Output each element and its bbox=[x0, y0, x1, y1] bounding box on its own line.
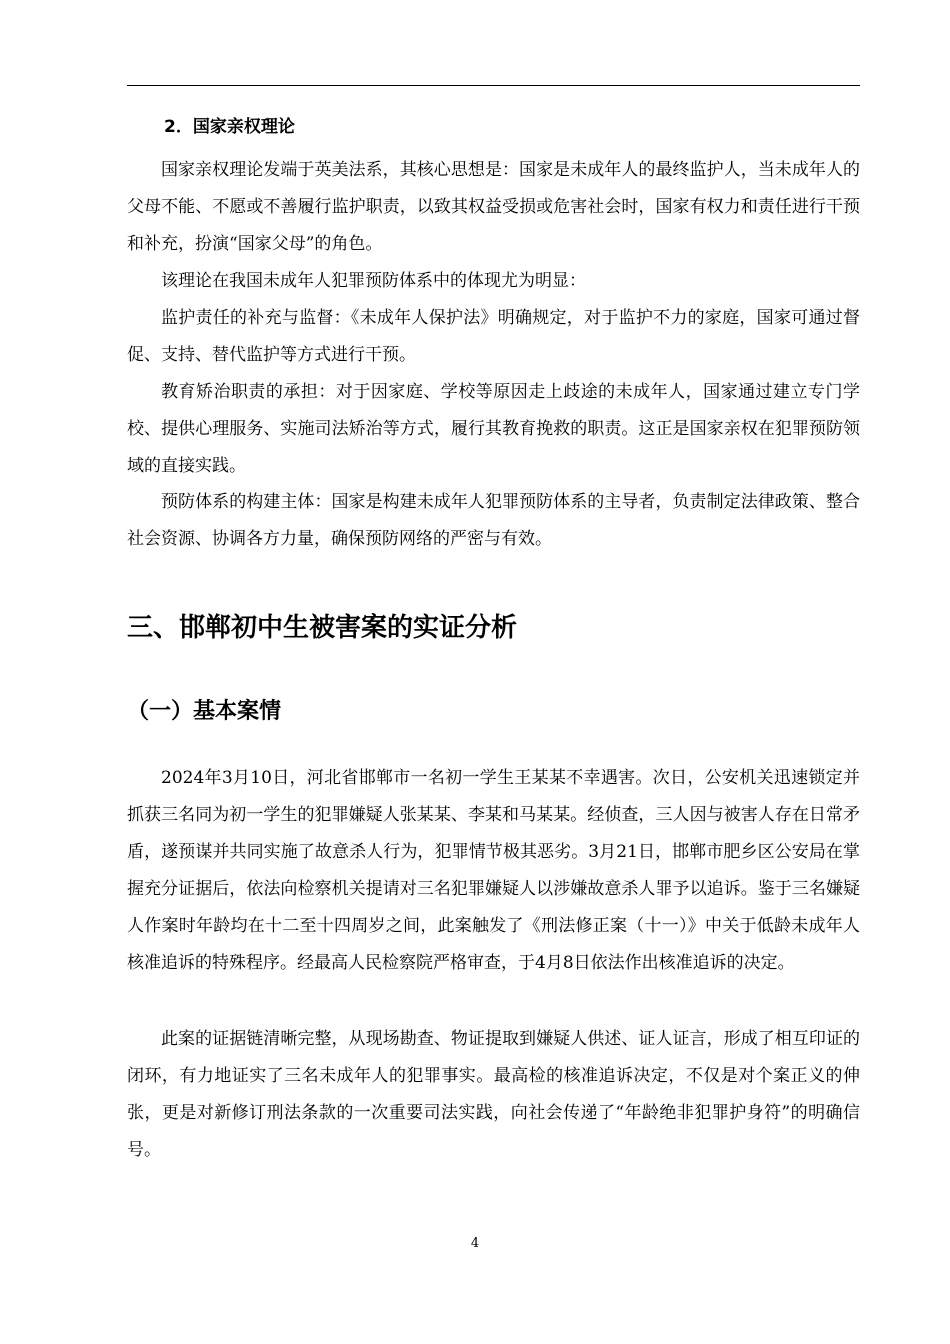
paragraph: 此案的证据链清晰完整，从现场勘查、物证提取到嫌疑人供述、证人证言，形成了相互印证的闭环，有力地证实了三名未成年人的犯罪事实。最高检的核准追诉决定，不仅是对个案正义的伸张，更是对新修订刑法条款的一次重要司法实践，向社会传递了“年龄绝非犯罪护身符”的明确信号。 bbox=[127, 1029, 860, 1160]
paragraph: 国家亲权理论发端于英美法系，其核心思想是：国家是未成年人的最终监护人，当未成年人的父母不能、不愿或不善履行监护职责，以致其权益受损或危害社会时，国家有权力和责任进行干预和补充，扮演“国家父母”的角色。 bbox=[127, 160, 860, 254]
paragraph: 2024年3月10日，河北省邯郸市一名初一学生王某某不幸遇害。次日，公安机关迅速锁定并抓获三名同为初一学生的犯罪嫌疑人张某某、李某和马某某。经侦查，三人因与被害人存在日常矛盾，遂预谋并共同实施了故意杀人行为，犯罪情节极其恶劣。3月21日，邯郸市肥乡区公安局在掌握充分证据后，依法向检察机关提请对三名犯罪嫌疑人以涉嫌故意杀人罪予以追诉。鉴于三名嫌疑人作案时年龄均在十二至十四周岁之间，此案触发了《刑法修正案（十一）》中关于低龄未成年人核准追诉的特殊程序。经最高人民检察院严格审查，于4月8日依法作出核准追诉的决定。 bbox=[127, 768, 860, 973]
section-2-heading: 2．国家亲权理论 bbox=[164, 117, 295, 137]
page-number: 4 bbox=[470, 1236, 480, 1251]
paragraph: 教育矫治职责的承担：对于因家庭、学校等原因走上歧途的未成年人，国家通过建立专门学校、提供心理服务、实施司法矫治等方式，履行其教育挽救的职责。这正是国家亲权在犯罪预防领域的直接实践。 bbox=[127, 382, 860, 476]
paragraph: 预防体系的构建主体：国家是构建未成年人犯罪预防体系的主导者，负责制定法律政策、整合社会资源、协调各方力量，确保预防网络的严密与有效。 bbox=[127, 492, 860, 549]
paragraph: 该理论在我国未成年人犯罪预防体系中的体现尤为明显： bbox=[161, 271, 586, 291]
chapter-heading: 三、邯郸初中生被害案的实证分析 bbox=[127, 613, 518, 643]
section-heading: （一）基本案情 bbox=[127, 699, 282, 724]
paragraph: 监护责任的补充与监督：《未成年人保护法》明确规定，对于监护不力的家庭，国家可通过督促、支持、替代监护等方式进行干预。 bbox=[127, 308, 860, 365]
header-rule bbox=[127, 85, 860, 86]
